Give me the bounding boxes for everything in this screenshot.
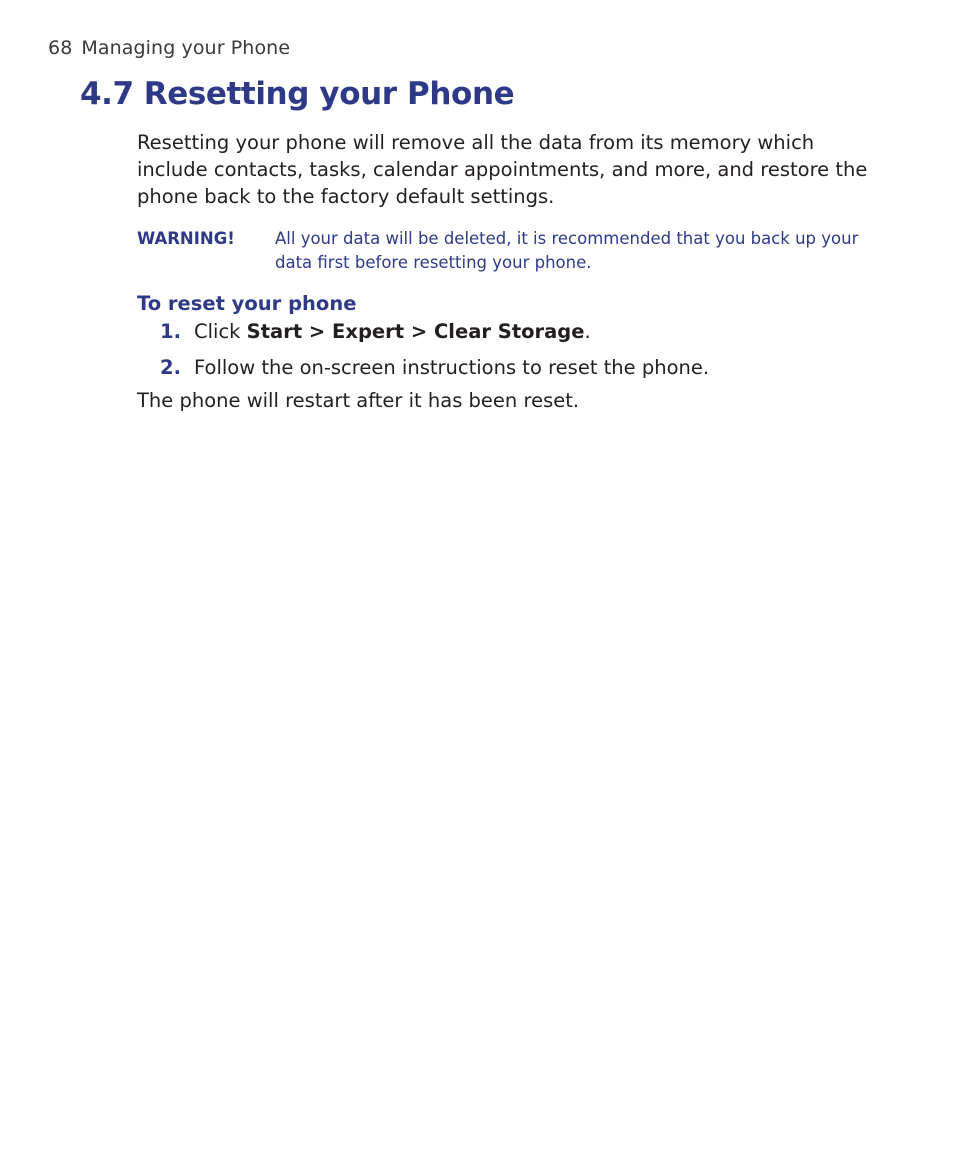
step-text: Follow the on-screen instructions to reset the phone. — [194, 356, 710, 379]
step-number: 1. — [160, 320, 181, 343]
intro-line: phone back to the factory default settings. — [137, 185, 555, 208]
page-number: 68 — [48, 37, 73, 59]
warning-line: All your data will be deleted, it is recommended that you back up your — [275, 229, 859, 248]
section-title-text: Resetting your Phone — [143, 76, 515, 112]
intro-line: include contacts, tasks, calendar appointments, and more, and restore the — [137, 158, 868, 181]
section-title — [80, 76, 514, 112]
step-text: Click — [194, 320, 247, 343]
chapter-name: Managing your Phone — [81, 37, 291, 59]
intro-line: Resetting your phone will remove all the data from its memory which — [137, 131, 815, 154]
warning-text — [275, 227, 875, 275]
warning-label: WARNING! — [137, 229, 235, 248]
warning-line: data first before resetting your phone. — [275, 253, 592, 272]
closing-note: The phone will restart after it has been reset. — [137, 389, 580, 412]
procedure-title: To reset your phone — [137, 292, 357, 315]
menu-path: Start > Expert > Clear Storage — [246, 320, 585, 343]
running-head — [48, 37, 290, 59]
step-number: 2. — [160, 356, 181, 379]
step-punctuation: . — [584, 320, 591, 343]
section-number: 4.7 — [80, 76, 134, 112]
intro-paragraph — [137, 129, 868, 210]
step-item — [160, 354, 709, 381]
step-item — [160, 318, 591, 345]
